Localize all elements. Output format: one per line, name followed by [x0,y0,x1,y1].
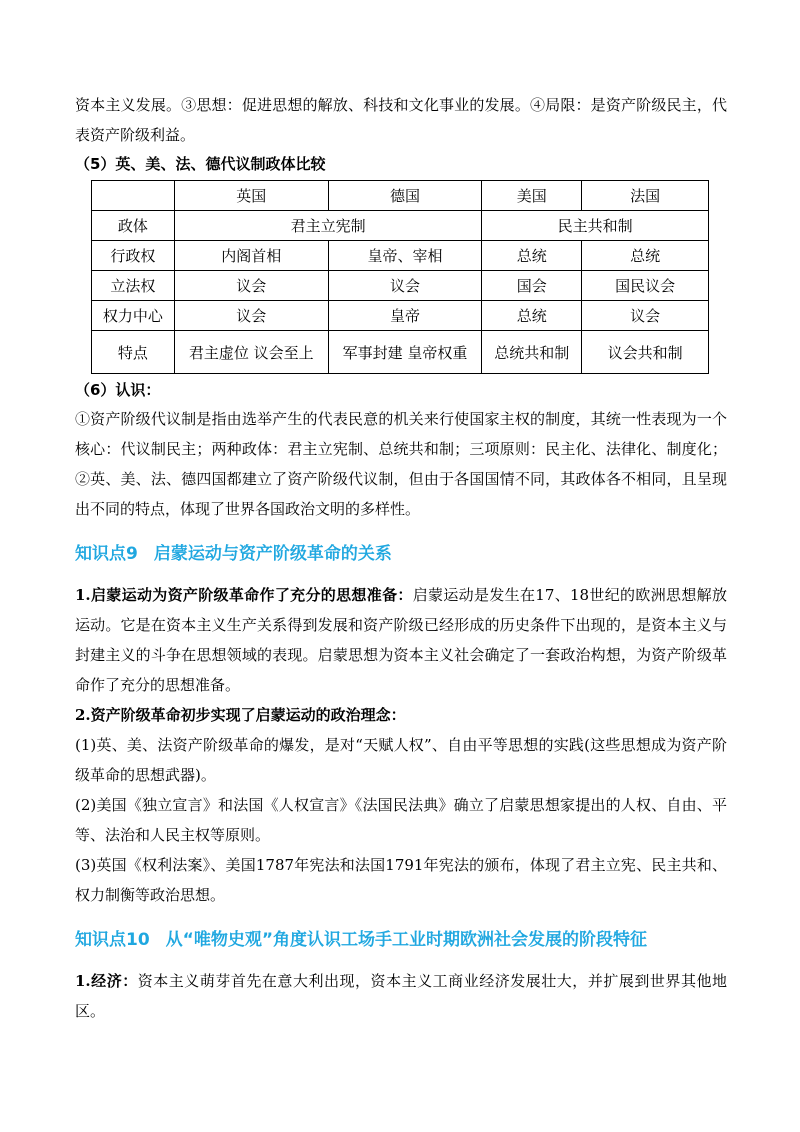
table-cell: 总统 [482,301,582,331]
kp10-number: 知识点10 [75,930,150,950]
list-item: (2)美国《独立宣言》和法国《人权宣言》《法国民法典》确立了启蒙思想家提出的人权、自由、平等、法治和人民主权等原则。 [75,796,727,844]
table-row [92,241,709,271]
table-cell: 皇帝、宰相 [328,241,482,271]
table-cell: 国会 [482,271,582,301]
section5-title: （5）英、美、法、德代议制政体比较 [75,155,326,173]
table-cell: 议会 [582,301,709,331]
table-cell: 总统 [582,241,709,271]
list-item: (3)英国《权利法案》、美国1787年宪法和法国1791年宪法的颁布，体现了君主立宪、民主共和、权力制衡等政治思想。 [75,856,727,904]
section6-paragraph: ①资产阶级代议制是指由选举产生的代表民意的机关来行使国家主权的制度，其统一性表现为一个核心：代议制民主；两种政体：君主立宪制、总统共和制；三项原则：民主化、法律化、制度化；②英、美、法、德四国都建立了资产阶级代议制，但由于各国国情不同，其政体各不相同，且呈现出不同的特点，体现了世界各国政治文明的多样性。 [75,410,727,518]
table-cell: 民主共和制 [482,211,709,241]
comparison-table [91,180,709,374]
table-cell: 国民议会 [582,271,709,301]
table-cell: 议会 [328,271,482,301]
table-header-cell [92,181,175,211]
row-label: 权力中心 [92,301,175,331]
table-row [92,271,709,301]
kp9-p1-text: 启蒙运动是发生在17、18世纪的欧洲思想解放运动。它是在资本主义生产关系得到发展和资产阶级已经形成的历史条件下出现的，是资本主义与封建主义的斗争在思想领域的表现。启蒙思想为资本主义社会确定了一套政治构想，为资产阶级革命作了充分的思想准备。 [75,586,727,694]
table-header-row [92,181,709,211]
knowledge-point-9-heading [75,542,727,566]
section6-title: （6）认识： [75,381,161,399]
table-header-cell: 英国 [174,181,328,211]
table-cell: 议会 [174,271,328,301]
table-cell: 总统 [482,241,582,271]
table-cell: 总统共和制 [482,331,582,374]
intro-paragraph: 资本主义发展。③思想：促进思想的解放、科技和文化事业的发展。④局限：是资产阶级民主，代表资产阶级利益。 [75,96,727,144]
table-row [92,301,709,331]
row-label: 特点 [92,331,175,374]
table-header-cell: 法国 [582,181,709,211]
table-cell: 议会 [174,301,328,331]
list-item: (1)英、美、法资产阶级革命的爆发，是对“天赋人权”、自由平等思想的实践(这些思想成为资产阶级革命的思想武器)。 [75,736,727,784]
row-label: 立法权 [92,271,175,301]
kp10-p1-heading: 1.经济： [75,972,138,990]
kp9-paragraph-1 [75,580,727,700]
table-row [92,211,709,241]
table-row [92,331,709,374]
row-label: 行政权 [92,241,175,271]
document-page [75,90,727,1026]
kp10-paragraph-1 [75,966,727,1026]
table-cell: 皇帝 [328,301,482,331]
kp9-number: 知识点9 [75,544,138,564]
table-cell: 君主立宪制 [174,211,481,241]
row-label: 政体 [92,211,175,241]
kp9-p1-heading: 1.启蒙运动为资产阶级革命作了充分的思想准备： [75,586,413,604]
table-cell: 内阁首相 [174,241,328,271]
kp10-title: 从“唯物史观”角度认识工场手工业时期欧洲社会发展的阶段特征 [165,930,648,950]
kp9-title: 启蒙运动与资产阶级革命的关系 [153,544,392,564]
kp9-p2-heading: 2.资产阶级革命初步实现了启蒙运动的政治理念： [75,706,406,724]
knowledge-point-10-heading [75,928,727,952]
table-cell: 议会共和制 [582,331,709,374]
table-header-cell: 德国 [328,181,482,211]
table-cell: 军事封建 皇帝权重 [328,331,482,374]
kp10-p1-text: 资本主义萌芽首先在意大利出现，资本主义工商业经济发展壮大，并扩展到世界其他地区。 [75,972,727,1020]
table-cell: 君主虚位 议会至上 [174,331,328,374]
table-header-cell: 美国 [482,181,582,211]
